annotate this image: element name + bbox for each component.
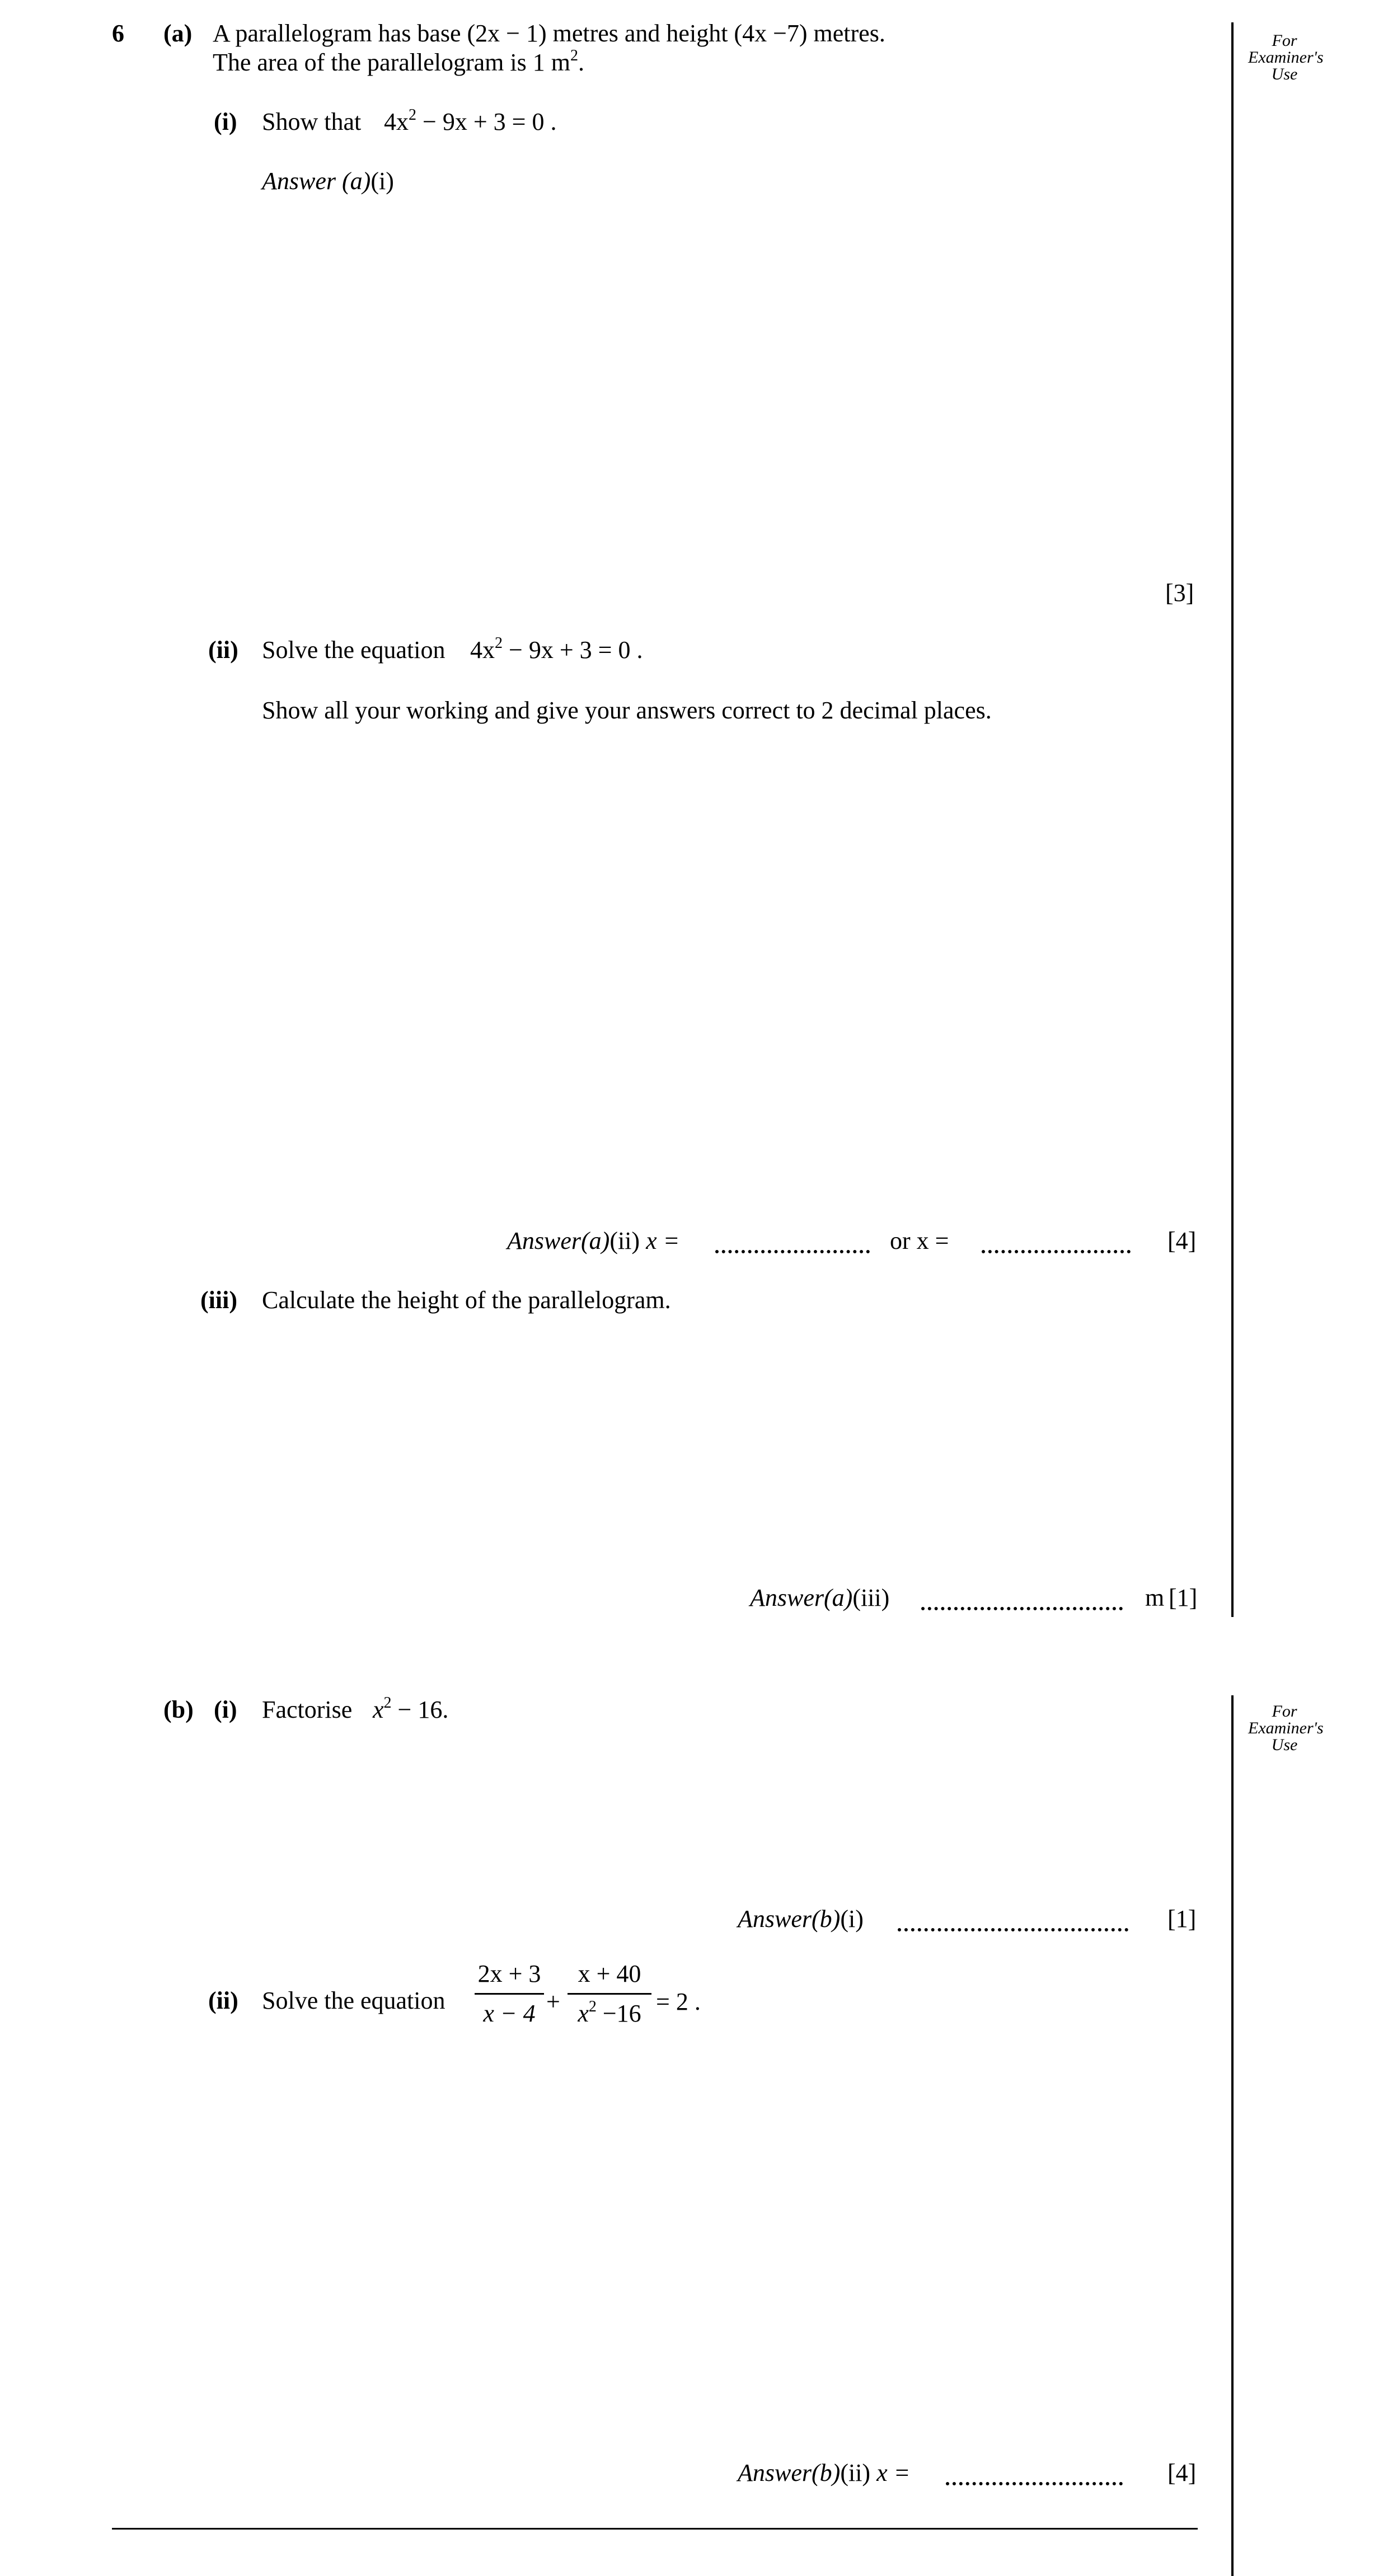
part-a-i-marks: [3] [1165, 579, 1194, 607]
part-b-ii-marks: [4] [1167, 2459, 1197, 2486]
part-a-i-equation: $4x^2 - 9x + 3 = 0$ . [384, 106, 557, 135]
examiner-use-label-b: For Examiner's Use [1248, 1702, 1324, 1754]
part-a-ii-instruction: Show all your working and give your answers correct to 2 decimal places. [262, 697, 992, 724]
part-a-ii-label: (ii) [208, 636, 238, 664]
part-b-ii-fraction-2 [568, 1962, 651, 2026]
part-a-ii-answer-line-1[interactable] [715, 1250, 870, 1253]
question-number: 6 [112, 20, 124, 47]
part-a-iii-answer-line[interactable] [921, 1607, 1123, 1610]
part-a-iii-prompt: Calculate the height of the parallelogram. [262, 1286, 671, 1314]
part-b-i-expression: $x^2 - 16$. [373, 1694, 449, 1723]
page-bottom-rule [112, 2528, 1198, 2530]
part-b-ii-label: (ii) [208, 1987, 238, 2014]
part-b-i-prompt: Factorise [262, 1696, 353, 1723]
part-a-ii-equation: $4x^2 - 9x + 3 = 0$ . [470, 634, 643, 664]
part-b-ii-prompt: Solve the equation [262, 1987, 446, 2014]
margin-rule [1231, 22, 1234, 1617]
part-a-iii-unit: m [1145, 1584, 1165, 1611]
part-a-ii-or-label: or x = [890, 1227, 949, 1254]
part-b-i-marks: [1] [1167, 1905, 1197, 1933]
part-a-iii-marks: [1] [1169, 1584, 1198, 1611]
part-a-i-answer-label: Answer (a)(i) [262, 167, 394, 195]
part-b-label: (b) [163, 1696, 194, 1723]
part-a-i-label: (i) [214, 108, 237, 135]
part-b-ii-plus: + [546, 1988, 560, 2015]
fraction-2-bar [568, 1993, 651, 1995]
part-b-ii-answer-label: Answer(b)(ii) x = [738, 2459, 911, 2486]
part-a-stem-line2: The area of the parallelogram is 1 $m^2$. [213, 47, 584, 76]
part-a-ii-answer-line-2[interactable] [982, 1250, 1131, 1253]
fraction-2-denominator: $x^2 -16$ [578, 1998, 641, 2027]
part-a-ii-marks: [4] [1167, 1227, 1197, 1254]
part-a-ii-answer-label: Answer(a)(ii) x = [507, 1227, 680, 1254]
fraction-2-numerator: x + 40 [578, 1960, 641, 1987]
fraction-1-denominator: x − 4 [483, 2000, 536, 2027]
margin-rule-b [1231, 1695, 1234, 2576]
part-b-ii-fraction-1 [475, 1962, 544, 2026]
fraction-1-numerator: 2x + 3 [477, 1960, 541, 1987]
part-a-ii-prompt: Solve the equation [262, 636, 446, 664]
part-b-ii-rhs: = 2 . [656, 1988, 701, 2015]
part-a-iii-label: (iii) [200, 1286, 237, 1314]
part-a-stem-line1: A parallelogram has base (2x − 1) metres and height (4x −7) metres. [213, 20, 885, 47]
part-b-i-label: (i) [214, 1696, 237, 1723]
part-a-iii-answer-label: Answer(a)(iii) [750, 1584, 890, 1611]
part-b-i-answer-label: Answer(b)(i) [738, 1905, 864, 1933]
fraction-1-bar [475, 1993, 544, 1995]
part-b-ii-answer-line[interactable] [946, 2482, 1123, 2485]
part-a-i-prompt: Show that [262, 108, 362, 135]
examiner-use-label: For Examiner's Use [1248, 31, 1324, 83]
part-a-label: (a) [163, 20, 193, 47]
part-b-i-answer-line[interactable] [898, 1928, 1128, 1931]
